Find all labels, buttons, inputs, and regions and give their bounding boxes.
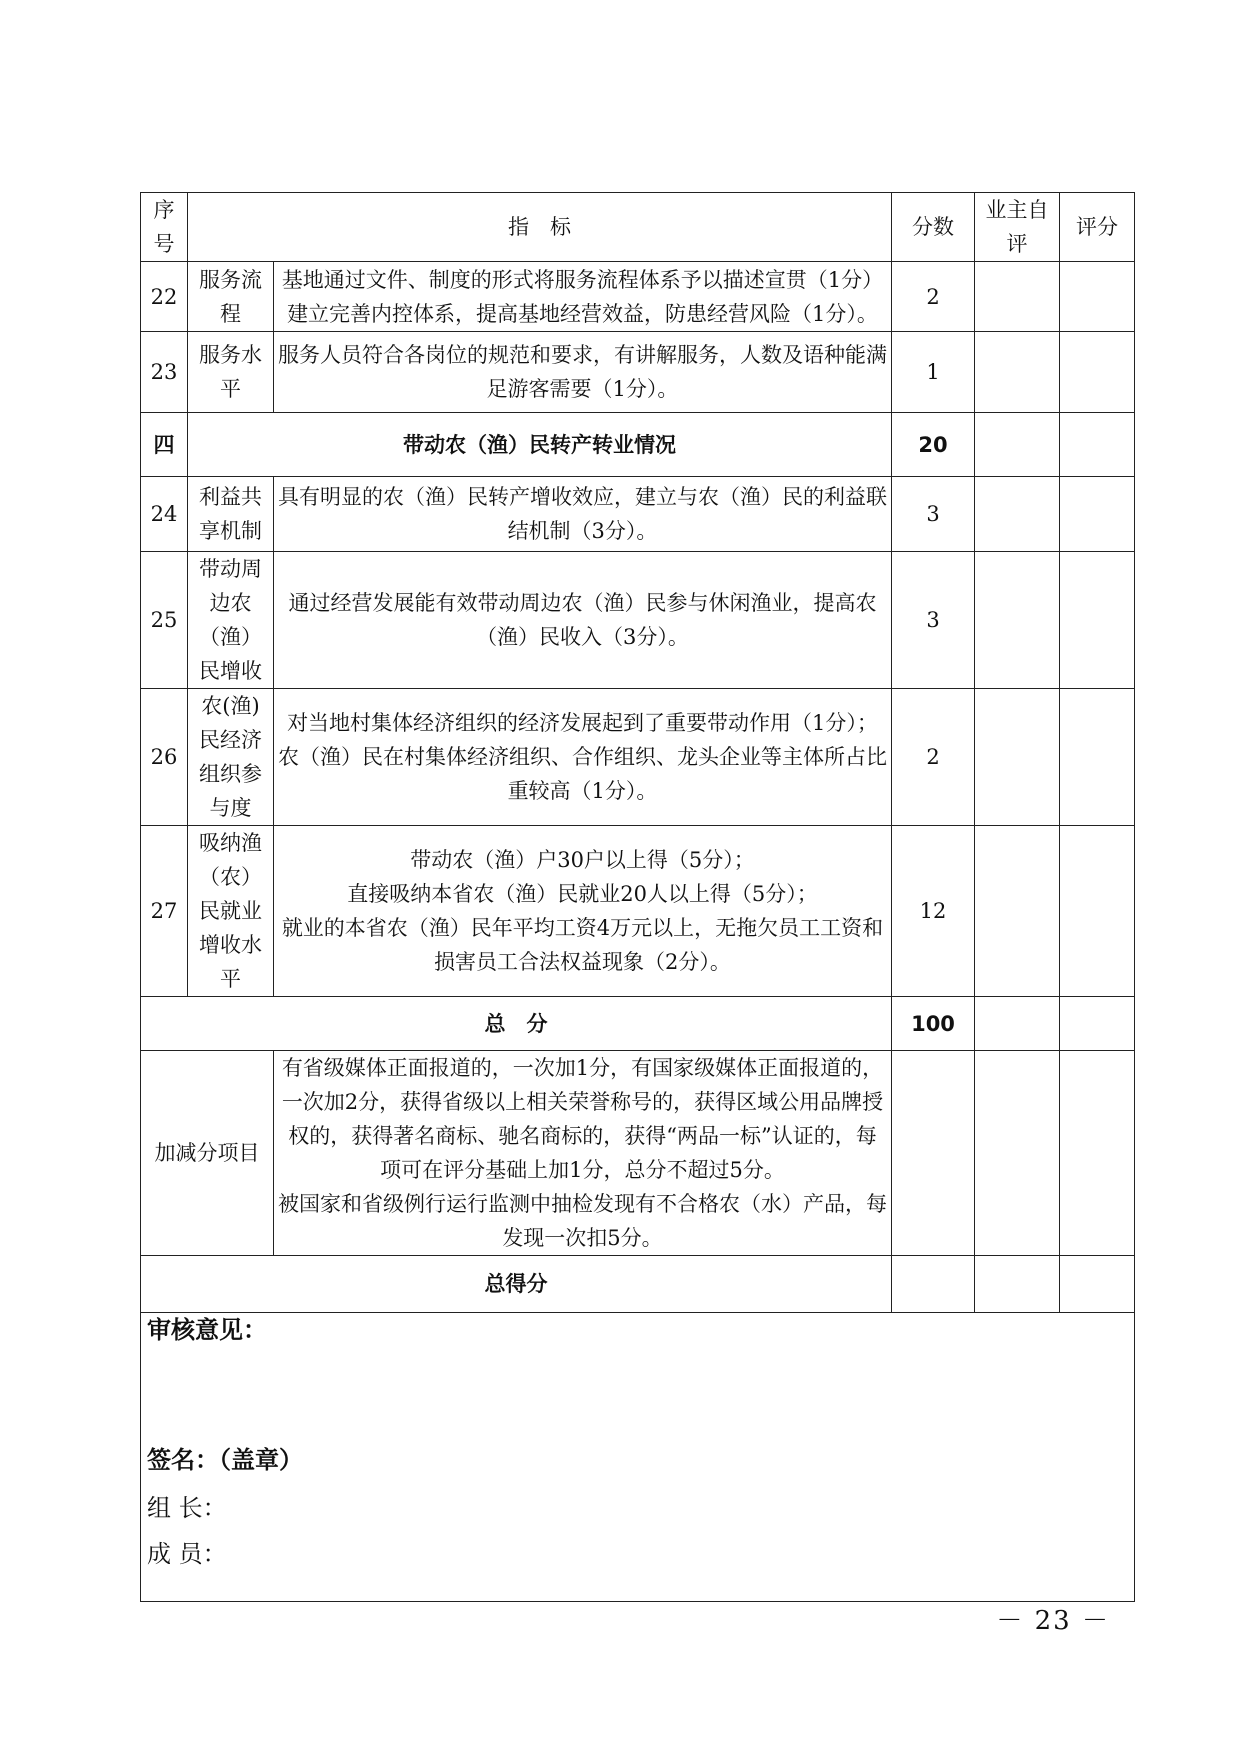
row-desc: 服务人员符合各岗位的规范和要求，有讲解服务，人数及语种能满足游客需要（1分）。 bbox=[274, 332, 892, 413]
grand-total-points-cell bbox=[892, 1256, 975, 1313]
table-row bbox=[141, 332, 1135, 413]
self-eval-cell[interactable] bbox=[975, 332, 1060, 413]
score-cell[interactable] bbox=[1060, 1256, 1135, 1313]
bonus-row bbox=[141, 1051, 1135, 1256]
review-opinion-label: 审核意见： bbox=[147, 1316, 267, 1344]
header-points: 分数 bbox=[892, 193, 975, 262]
score-cell[interactable] bbox=[1060, 332, 1135, 413]
table-row bbox=[141, 477, 1135, 552]
grand-total-row bbox=[141, 1256, 1135, 1313]
bonus-label: 加减分项目 bbox=[141, 1051, 274, 1256]
score-cell[interactable] bbox=[1060, 1051, 1135, 1256]
score-table bbox=[140, 192, 1135, 1602]
score-cell[interactable] bbox=[1060, 413, 1135, 477]
self-eval-cell[interactable] bbox=[975, 997, 1060, 1051]
row-no: 25 bbox=[141, 552, 188, 689]
signature-label: 签名：（盖章） bbox=[147, 1446, 303, 1474]
row-points: 1 bbox=[892, 332, 975, 413]
self-eval-cell[interactable] bbox=[975, 1256, 1060, 1313]
total-label: 总 分 bbox=[141, 997, 892, 1051]
total-points: 100 bbox=[892, 997, 975, 1051]
table-row bbox=[141, 826, 1135, 997]
row-points: 2 bbox=[892, 262, 975, 332]
score-cell[interactable] bbox=[1060, 826, 1135, 997]
self-eval-cell[interactable] bbox=[975, 689, 1060, 826]
row-no: 27 bbox=[141, 826, 188, 997]
row-no: 24 bbox=[141, 477, 188, 552]
header-seq: 序号 bbox=[141, 193, 188, 262]
row-no: 23 bbox=[141, 332, 188, 413]
score-cell[interactable] bbox=[1060, 552, 1135, 689]
bonus-points-cell bbox=[892, 1051, 975, 1256]
review-row bbox=[141, 1313, 1135, 1602]
row-desc: 带动农（渔）户30户以上得（5分）； 直接吸纳本省农（渔）民就业20人以上得（5分）； 就业的本省农（渔）民年平均工资4万元以上，无拖欠员工工资和损害员工合法权益现象（2分）。 bbox=[274, 826, 892, 997]
section-points: 20 bbox=[892, 413, 975, 477]
bonus-desc: 有省级媒体正面报道的，一次加1分，有国家级媒体正面报道的，一次加2分，获得省级以上相关荣誉称号的，获得区域公用品牌授权的，获得著名商标、驰名商标的，获得“两品一标”认证的，每项可在评分基础上加1分，总分不超过5分。 被国家和省级例行运行监测中抽检发现有不合格农（水）产品，每发现一次扣5分。 bbox=[274, 1051, 892, 1256]
table-header-row bbox=[141, 193, 1135, 262]
score-cell[interactable] bbox=[1060, 477, 1135, 552]
row-desc: 对当地村集体经济组织的经济发展起到了重要带动作用（1分）；农（渔）民在村集体经济组织、合作组织、龙头企业等主体所占比重较高（1分）。 bbox=[274, 689, 892, 826]
section-row bbox=[141, 413, 1135, 477]
row-desc: 具有明显的农（渔）民转产增收效应，建立与农（渔）民的利益联结机制（3分）。 bbox=[274, 477, 892, 552]
header-score: 评分 bbox=[1060, 193, 1135, 262]
score-cell[interactable] bbox=[1060, 262, 1135, 332]
row-points: 12 bbox=[892, 826, 975, 997]
row-name: 带动周边农（渔）民增收 bbox=[188, 552, 274, 689]
score-cell[interactable] bbox=[1060, 997, 1135, 1051]
leader-label: 组 长： bbox=[147, 1494, 227, 1522]
self-eval-cell[interactable] bbox=[975, 262, 1060, 332]
grand-total-label: 总得分 bbox=[141, 1256, 892, 1313]
review-section bbox=[141, 1313, 1135, 1602]
table-row bbox=[141, 689, 1135, 826]
row-name: 吸纳渔（农）民就业增收水平 bbox=[188, 826, 274, 997]
row-desc: 通过经营发展能有效带动周边农（渔）民参与休闲渔业，提高农（渔）民收入（3分）。 bbox=[274, 552, 892, 689]
header-self-eval: 业主自评 bbox=[975, 193, 1060, 262]
self-eval-cell[interactable] bbox=[975, 477, 1060, 552]
row-name: 农(渔)民经济组织参与度 bbox=[188, 689, 274, 826]
row-points: 3 bbox=[892, 552, 975, 689]
row-points: 3 bbox=[892, 477, 975, 552]
page-number: － 23 － bbox=[996, 1606, 1110, 1636]
header-indicator: 指 标 bbox=[188, 193, 892, 262]
self-eval-cell[interactable] bbox=[975, 413, 1060, 477]
row-points: 2 bbox=[892, 689, 975, 826]
row-desc: 基地通过文件、制度的形式将服务流程体系予以描述宣贯（1分）建立完善内控体系，提高基地经营效益，防患经营风险（1分）。 bbox=[274, 262, 892, 332]
row-no: 26 bbox=[141, 689, 188, 826]
section-title: 带动农（渔）民转产转业情况 bbox=[188, 413, 892, 477]
score-cell[interactable] bbox=[1060, 689, 1135, 826]
self-eval-cell[interactable] bbox=[975, 826, 1060, 997]
row-name: 利益共享机制 bbox=[188, 477, 274, 552]
row-name: 服务流程 bbox=[188, 262, 274, 332]
self-eval-cell[interactable] bbox=[975, 552, 1060, 689]
total-row bbox=[141, 997, 1135, 1051]
row-name: 服务水平 bbox=[188, 332, 274, 413]
section-no: 四 bbox=[141, 413, 188, 477]
table-row bbox=[141, 552, 1135, 689]
row-no: 22 bbox=[141, 262, 188, 332]
table-row bbox=[141, 262, 1135, 332]
member-label: 成 员： bbox=[147, 1540, 227, 1568]
self-eval-cell[interactable] bbox=[975, 1051, 1060, 1256]
